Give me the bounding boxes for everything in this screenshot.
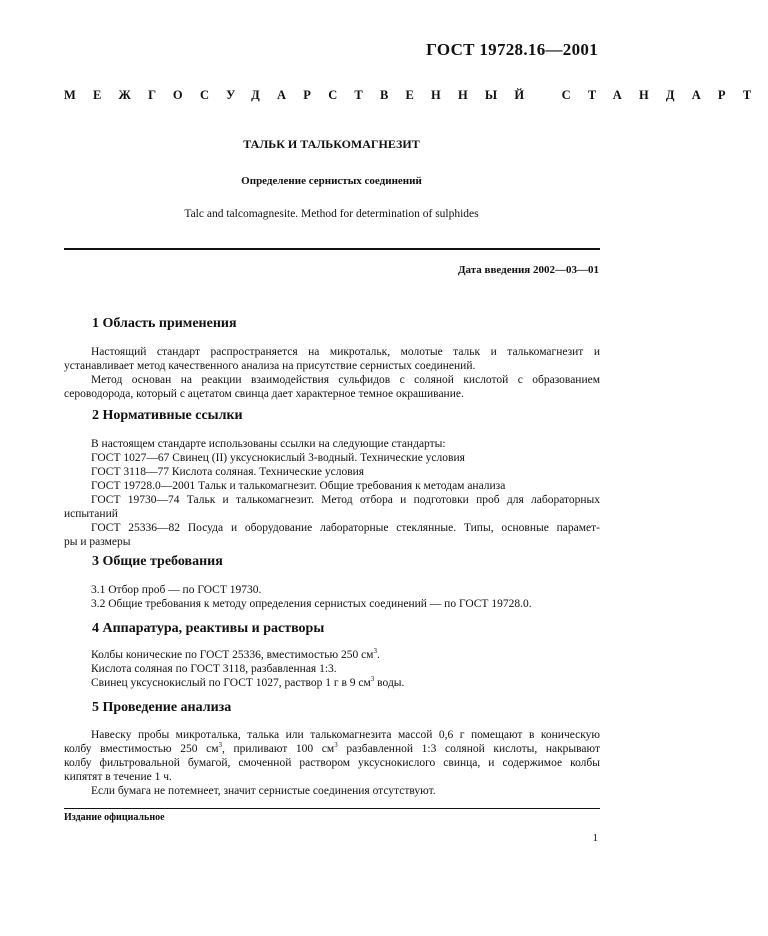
english-title: Talc and talcomagnesite. Method for determination of sulphides bbox=[184, 208, 479, 220]
introduction-date: Дата введения 2002—03—01 bbox=[457, 264, 599, 276]
section-1-heading: 1 Область применения bbox=[92, 316, 237, 331]
document-title: ТАЛЬК И ТАЛЬКОМАГНЕЗИТ bbox=[243, 137, 420, 151]
section-2-body bbox=[64, 437, 600, 549]
document-subtitle: Определение сернистых соединений bbox=[241, 175, 422, 187]
apparatus-item: Кислота соляная по ГОСТ 3118, разбавленная 1:3. bbox=[91, 663, 337, 675]
section-1-line: Метод основан на реакции взаимодействия сульфидов с соляной кислотой с образованием bbox=[91, 374, 600, 386]
section-1-body bbox=[64, 345, 600, 401]
reference-item: ГОСТ 19728.0—2001 Тальк и талькомагнезит. Общие требования к методам анализа bbox=[91, 480, 506, 492]
procedure-line: кипятят в течение 1 ч. bbox=[64, 771, 172, 783]
header-divider bbox=[64, 248, 600, 250]
section-2-heading: 2 Нормативные ссылки bbox=[92, 408, 243, 423]
reference-item: ГОСТ 3118—77 Кислота соляная. Технические условия bbox=[91, 466, 365, 478]
official-edition-label: Издание официальное bbox=[64, 812, 165, 823]
footer-divider bbox=[64, 808, 600, 809]
section-4-heading: 4 Аппаратура, реактивы и растворы bbox=[92, 621, 325, 636]
procedure-line: колбу вместимостью 250 $см^3$, приливают 100 $см^3$ разбавленной 1:3 соляной кислоты, накрывают bbox=[64, 741, 601, 755]
section-5-body bbox=[64, 728, 600, 798]
reference-item-cont: испытаний bbox=[64, 508, 118, 520]
section-4-body bbox=[64, 648, 600, 690]
reference-item-cont: ры и размеры bbox=[64, 536, 131, 548]
section-3-heading: 3 Общие требования bbox=[92, 554, 223, 569]
procedure-line: Навеску пробы микроталька, талька или талькомагнезита массой 0,6 г помещают в коническую bbox=[91, 729, 600, 741]
section-3-body bbox=[64, 583, 600, 611]
reference-item: ГОСТ 19730—74 Тальк и талькомагнезит. Метод отбора и подготовки проб для лабораторных bbox=[91, 494, 600, 506]
page-number: 1 bbox=[592, 832, 598, 844]
apparatus-item: Свинец уксуснокислый по ГОСТ 1027, раствор 1 г в 9 $см^3$ воды. bbox=[91, 675, 405, 689]
reference-intro: В настоящем стандарте использованы ссылки на следующие стандарты: bbox=[91, 438, 446, 450]
section-5-heading: 5 Проведение анализа bbox=[92, 700, 232, 715]
section-1-line: устанавливает метод качественного анализа на присутствие сернистых соединений. bbox=[64, 360, 476, 372]
section-1-line: сероводорода, который с ацетатом свинца дает характерное темное окрашивание. bbox=[64, 388, 464, 400]
apparatus-item: Колбы конические по ГОСТ 25336, вместимостью 250 $см^3$. bbox=[91, 647, 380, 661]
requirement-item: 3.2 Общие требования к методу определения сернистых соединений — по ГОСТ 19728.0. bbox=[91, 598, 532, 610]
procedure-line: колбу фильтровальной бумагой, смоченной раствором уксуснокислого свинца, и содержимое колбы bbox=[64, 757, 600, 769]
interstate-standard-label: МЕЖГОСУДАРСТВЕННЫЙ СТАНДАРТ bbox=[64, 88, 768, 102]
reference-item: ГОСТ 25336—82 Посуда и оборудование лабораторные стеклянные. Типы, основные парамет- bbox=[91, 522, 600, 534]
gost-number: ГОСТ 19728.16—2001 bbox=[426, 40, 598, 59]
requirement-item: 3.1 Отбор проб — по ГОСТ 19730. bbox=[91, 584, 262, 596]
section-1-line: Настоящий стандарт распространяется на микротальк, молотые тальк и талькомагнезит и bbox=[91, 346, 600, 358]
reference-item: ГОСТ 1027—67 Свинец (II) уксуснокислый 3-водный. Технические условия bbox=[91, 452, 465, 464]
procedure-line: Если бумага не потемнеет, значит сернистые соединения отсутствуют. bbox=[91, 785, 436, 797]
